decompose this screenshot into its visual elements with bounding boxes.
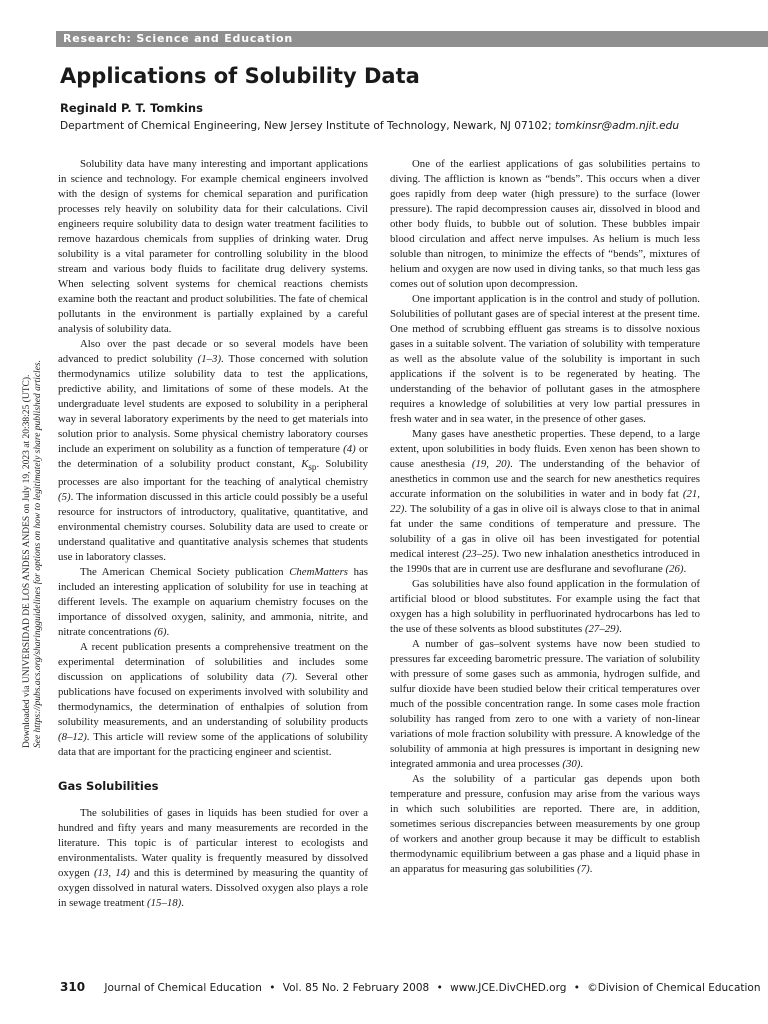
journal-url-link[interactable]: www.JCE.DivCHED.org <box>450 982 567 994</box>
paragraph-text: Also over the past decade or so several models have been advanced to predict solubility <box>58 338 368 365</box>
journal-name: Journal of Chemical Education <box>104 982 262 994</box>
paragraph <box>58 806 368 911</box>
paragraph-text: . <box>166 626 170 639</box>
paragraph-text: has included an interesting application of solubility for use in teaching at different levels. The example on aquarium chemistry focuses on the importance of dissolved oxygen, salinity, and ammonia, nitrite, and nitrate concentrations <box>58 566 368 639</box>
right-column <box>390 157 700 877</box>
bullet-separator: • <box>269 982 276 994</box>
citation: (27–29) <box>584 623 620 635</box>
citation: (1–3) <box>197 353 222 365</box>
paragraph-text: . Two new inhalation anesthetics introduced in the 1990s that are in current use are desflurane and sevoflurane <box>390 548 700 575</box>
page-footer <box>60 980 760 994</box>
paragraph-text: . <box>181 897 184 910</box>
paragraph <box>58 337 368 565</box>
paragraph-text: As the solubility of a particular gas depends upon both temperature and pressure, confusion may arise from the various ways in which such solubilities are reported. There are, in addition, sometimes serious discrepancies between measurements by one group of workers and another group because it may be difficult to establish thermodynamic equilibrium between a gas phase and a liquid phase in an apparatus for measuring gas solubilities <box>390 773 700 875</box>
ksp-subscript: sp <box>308 462 317 473</box>
paragraph <box>390 157 700 292</box>
paragraph-text: . <box>580 758 584 770</box>
paragraph-text: Solubility data have many interesting and important applications in science and technology. For example chemical engineers involved with the design of systems for chemical separation and purification processes rely heavily on solubility data for their calculations. Civil engineers require solubility data to design water treatment facilities to remove hazardous chemicals from supplies of drinking water. Drug solubility is a vital parameter for controlling solubility in the blood stream and various body fluids to facilitate drug delivery systems. When selecting solvent systems for chemical reactions chemists examine both the reactant and product solubilities. The fate of chemical pollutants in the environment is partially explained by a careful analysis of solubility data. <box>58 158 368 335</box>
paragraph-text: The American Chemical Society publication <box>80 566 290 579</box>
citation: (26) <box>665 563 684 575</box>
citation: (21, 22) <box>390 488 700 515</box>
paragraph-text: . Those concerned with solution thermodynamics utilize solubility data to test the applications, predictive ability, and limitations of some of these models. At the undergraduate level students are exposed to solubility in a peripheral way in several laboratory experiments by the need to get materials into solution prior to analysis. Some physical chemistry laboratory courses include an experiment on solubility as a function of temperature <box>58 353 368 455</box>
citation: (30) <box>562 758 581 770</box>
paragraph-text: . <box>619 623 622 635</box>
download-notice <box>22 360 44 748</box>
citation: (8–12) <box>58 731 87 744</box>
citation: (7) <box>577 863 590 875</box>
paragraph-text: . <box>589 863 593 875</box>
publication-name: ChemMatters <box>289 566 348 579</box>
article-title: Applications of Solubility Data <box>60 64 420 88</box>
issue-details: Vol. 85 No. 2 February 2008 <box>282 982 430 994</box>
paragraph <box>390 637 700 772</box>
paragraph <box>58 565 368 640</box>
bullet-separator: • <box>436 982 443 994</box>
copyright-notice: ©Division of Chemical Education <box>587 982 761 994</box>
paragraph-text: One of the earliest applications of gas solubilities pertains to diving. The affliction is known as “bends”. This occurs when a diver goes rapidly from deep water (high pressure) to the surface (lower pressure). The rapid decompression causes air, dissolved in blood and other body fluids, to bubble out of solution. These bubbles impair blood circulation and affect nerve impulses. As helium is much less soluble than nitrogen, to minimize the effects of “bends”, mixtures of helium and oxygen are now used in diving tanks, so that much less gas comes out of solution upon decompression. <box>390 158 700 290</box>
paragraph-text: One important application is in the control and study of pollution. Solubilities of pollutant gases are of special interest at the present time. One method of scrubbing effluent gas streams is to dissolve noxious gases in a suitable solvent. The variation of solubility with temperature as well as the absolute value of the solubility is important in such applications if the solvent is to be regenerated by heating. The understanding of the behavior of pollutant gases in the atmosphere requires a knowledge of solubilities at very low partial pressures in fresh water and in sea water, in the presence of other gases. <box>390 293 700 425</box>
section-label: Research: Science and Education <box>56 31 768 47</box>
affiliation-text: Department of Chemical Engineering, New Jersey Institute of Technology, Newark, NJ 07102; <box>60 120 555 132</box>
page-number: 310 <box>60 980 86 994</box>
citation: (5) <box>58 491 71 504</box>
author-affiliation <box>60 120 760 132</box>
paragraph <box>58 640 368 760</box>
paragraph-text: A number of gas–solvent systems have now been studied to pressures far exceeding barometric pressure. The variation of solubility with pressure of some gases such as ammonia, hydrogen sulfide, and sulfur dioxide have been studied below their critical temperatures over much of the possible concentration range. In some cases mole fraction solubility has ranged from zero to one with a variety of non-linear variations of mole fraction solubility with pressure. A knowledge of the solubility of ammonia at high pressures is important in designing new integrated ammonia and urea processes <box>390 638 700 770</box>
paragraph-text: . Solubility processes are also important for the teaching of analytical chemistry <box>58 458 368 489</box>
paragraph-text: . The solubility of a gas in olive oil is always close to that in animal fat under the same conditions of temperature and pressure. The solubility of a gas in olive oil has been investigated for potential medical interest <box>390 503 700 560</box>
citation: (23–25) <box>462 548 497 560</box>
citation: (7) <box>282 671 295 684</box>
paragraph-text: and this is determined by measuring the quantity of oxygen dissolved in natural waters. Dissolved oxygen also plays a role in sewage treatment <box>58 867 369 910</box>
paragraph-text: . The information discussed in this article could possibly be a useful resource for instructors of introductory, qualitative, quantitative, and environmental chemistry courses. Solubility data are used to create or understand qualitative and quantitative analysis schemes that students use in laboratory classes. <box>58 491 368 564</box>
paragraph-text: . This article will review some of the applications of solubility data that are important for the practicing engineer and scientist. <box>58 731 368 759</box>
author-name: Reginald P. T. Tomkins <box>60 101 203 115</box>
paragraph-text: Many gases have anesthetic properties. These depend, to a large extent, upon solubilities in body fluids. Even xenon has been shown to cause anesthesia <box>390 428 700 470</box>
paragraph <box>58 157 368 337</box>
author-email-link[interactable]: tomkinsr@adm.njit.edu <box>554 120 680 132</box>
paragraph-text: The solubilities of gases in liquids has been studied for over a hundred and fifty years and many measurements are recorded in the literature. This topic is of particular interest to ecologists and environmentalists. Water quality is frequently measured by dissolved oxygen <box>58 807 368 880</box>
paragraph-text: A recent publication presents a comprehensive treatment on the experimental determination of solubilities and includes some discussion on applications of solubility data <box>58 641 368 684</box>
download-notice-line: Downloaded via UNIVERSIDAD DE LOS ANDES ANDES on July 19, 2023 at 20:38:25 (UTC). <box>22 374 32 748</box>
citation: (13, 14) <box>94 867 130 880</box>
left-column <box>58 157 368 911</box>
paragraph <box>390 292 700 427</box>
sharing-guidelines-line: See https://pubs.acs.org/sharingguidelines for options on how to legitimately share published articles. <box>33 360 43 748</box>
paragraph <box>390 577 700 637</box>
citation: (15–18) <box>147 897 182 910</box>
section-heading-gas-solubilities: Gas Solubilities <box>58 779 159 794</box>
citation: (4) <box>343 443 356 455</box>
paragraph-text: or the determination of a solubility product constant, <box>58 443 368 470</box>
bullet-separator: • <box>573 982 580 994</box>
paragraph-text: Gas solubilities have also found application in the formulation of artificial blood or blood substitutes. For example using the fact that oxygen has a high solubility in perfluorinated hydrocarbons has led to the use of these solvents as blood substitutes <box>390 578 700 635</box>
paragraph-text: . <box>683 563 687 575</box>
citation: (6) <box>153 626 167 639</box>
ksp-symbol: K <box>301 458 309 470</box>
citation: (19, 20) <box>471 458 511 470</box>
paragraph <box>390 427 700 577</box>
paragraph-text: . Several other publications have focused on experiments involved with solubility and thermodynamics, the determination of enthalpies of solution from solubility measurements, and an understanding of solubility products <box>58 671 368 729</box>
paragraph <box>390 772 700 877</box>
paragraph-text: . The understanding of the behavior of anesthetics in common use and the search for new anesthetics requires accurate information on the solubilities in water and in body fat <box>390 458 701 500</box>
